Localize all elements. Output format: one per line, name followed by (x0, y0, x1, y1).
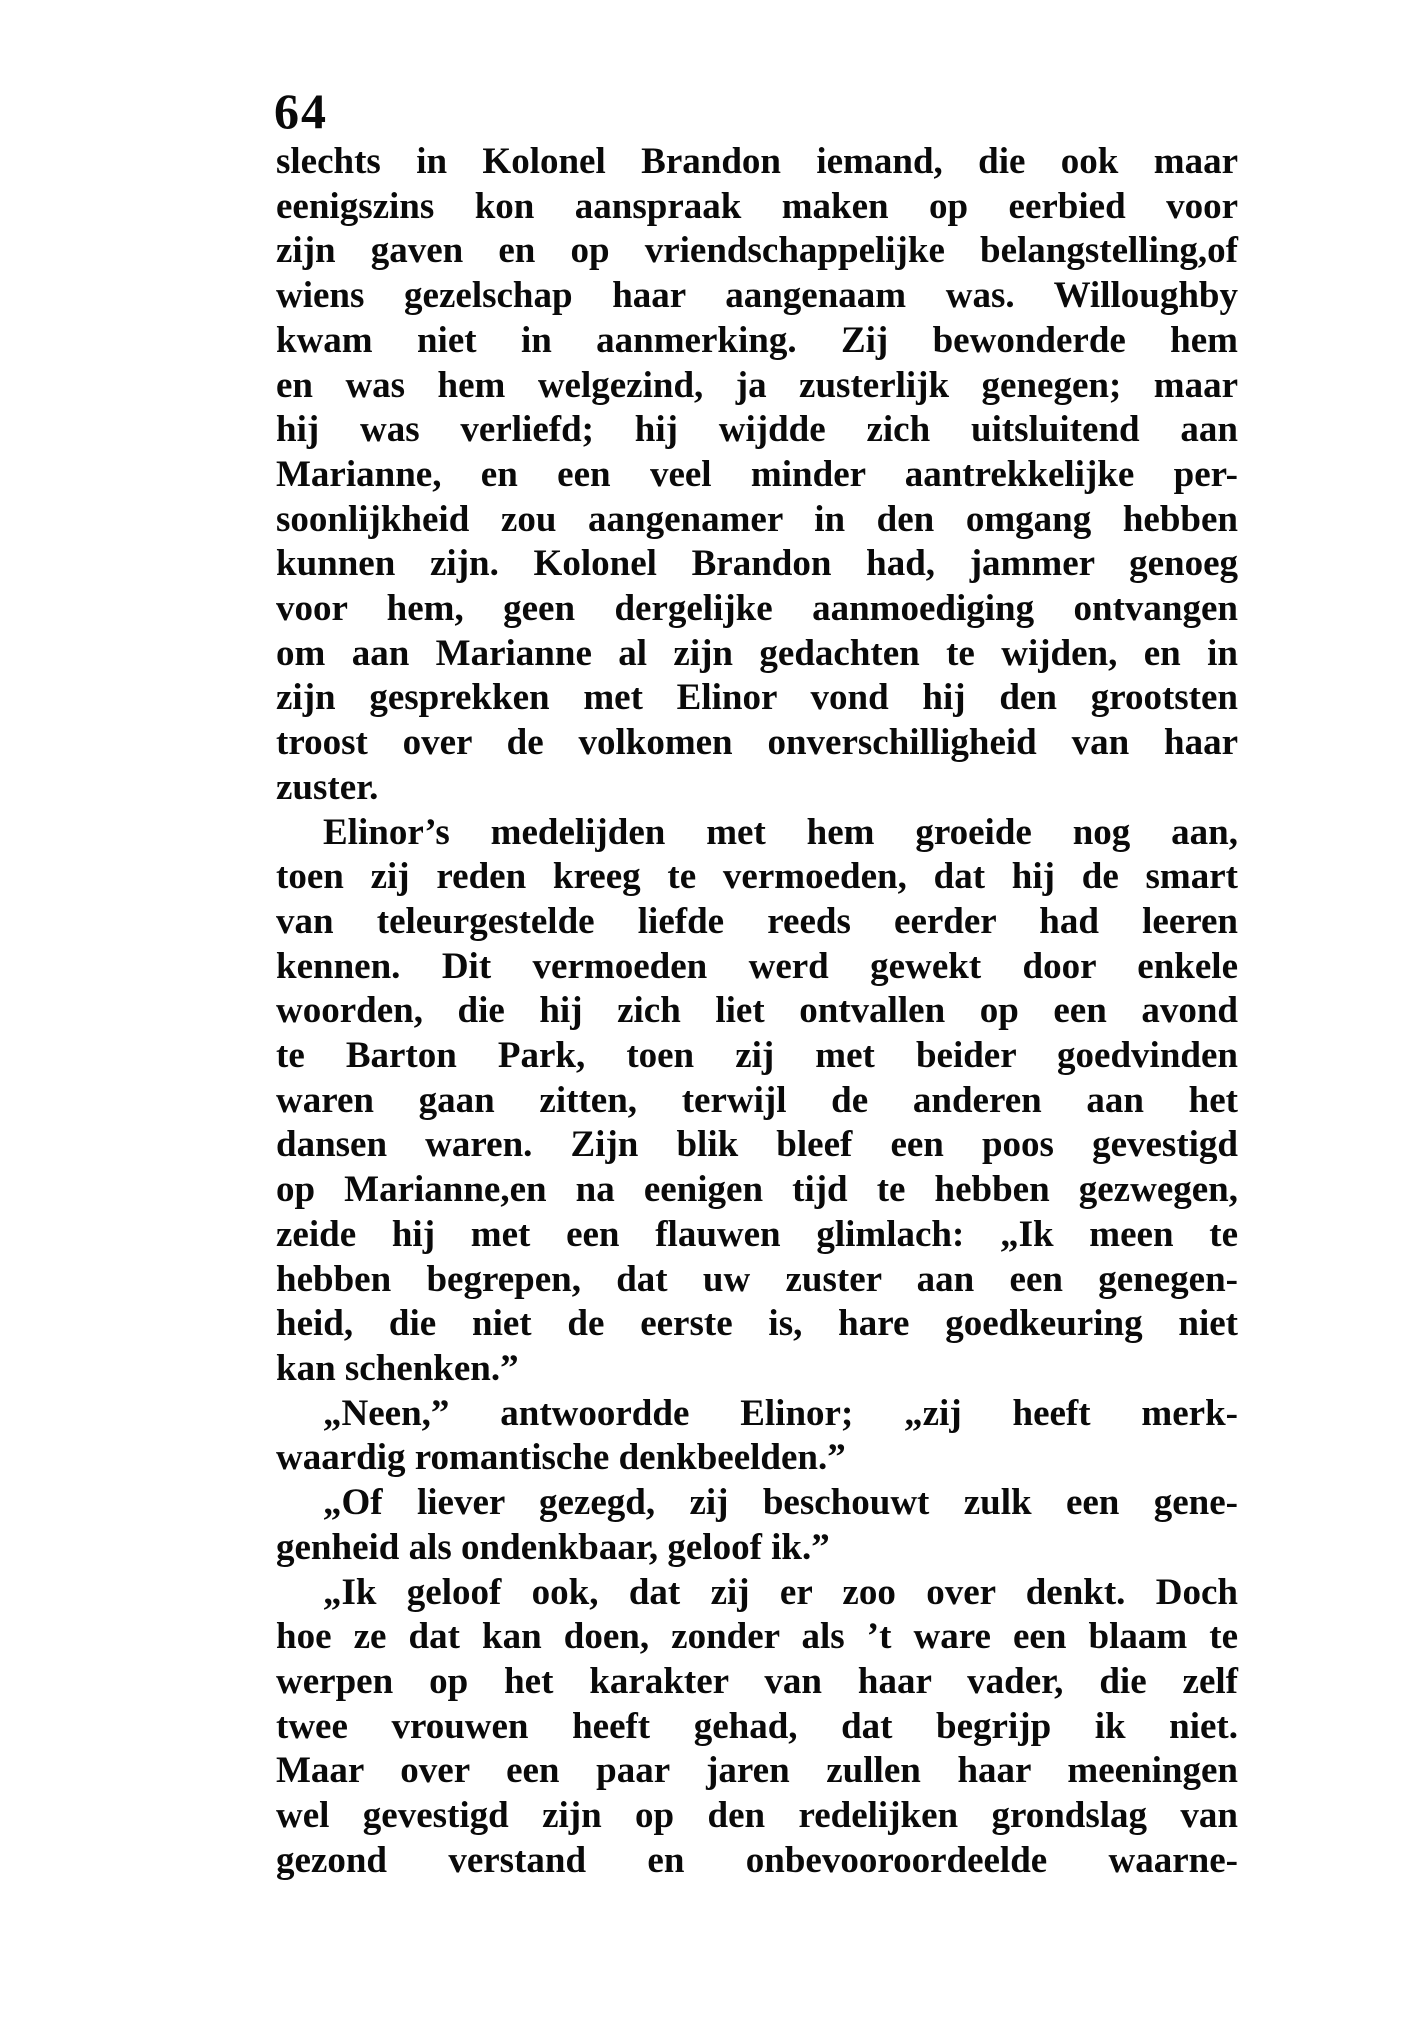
text-line: kennen. Dit vermoeden werd gewekt door enkele (276, 945, 1238, 987)
body-text (276, 140, 1238, 1883)
page-number: 64 (274, 83, 328, 139)
text-line: zeide hij met een flauwen glimlach: „Ik meen te (276, 1213, 1238, 1255)
text-line: troost over de volkomen onverschilligheid van haar (276, 722, 1238, 764)
text-line: hij was verliefd; hij wijdde zich uitsluitend aan (276, 409, 1238, 451)
text-line: kan schenken.” (276, 1347, 519, 1389)
text-line: soonlijkheid zou aangenamer in den omgang hebben (276, 498, 1238, 540)
text-line: „Neen,” antwoordde Elinor; „zij heeft merk- (323, 1392, 1238, 1434)
text-line: en was hem welgezind, ja zusterlijk genegen; maar (276, 364, 1238, 406)
text-line: wiens gezelschap haar aangenaam was. Willoughby (276, 275, 1238, 317)
text-line: Maar over een paar jaren zullen haar meeningen (276, 1750, 1238, 1792)
text-line: toen zij reden kreeg te vermoeden, dat hij de smart (276, 856, 1238, 898)
text-line: op Marianne,en na eenigen tijd te hebben gezwegen, (276, 1169, 1238, 1211)
text-line: Elinor’s medelijden met hem groeide nog aan, (323, 811, 1238, 853)
paragraph (276, 811, 1238, 1392)
text-line: zijn gesprekken met Elinor vond hij den grootsten (276, 677, 1238, 719)
text-line: dansen waren. Zijn blik bleef een poos gevestigd (276, 1124, 1238, 1166)
paragraph (276, 1571, 1238, 1884)
text-line: wel gevestigd zijn op den redelijken grondslag van (276, 1795, 1238, 1837)
text-line: woorden, die hij zich liet ontvallen op een avond (276, 990, 1238, 1032)
paragraph (276, 140, 1238, 811)
text-line: waren gaan zitten, terwijl de anderen aan het (276, 1079, 1238, 1121)
paragraph (276, 1392, 1238, 1481)
text-line: eenigszins kon aanspraak maken op eerbied voor (276, 185, 1238, 227)
text-line: hoe ze dat kan doen, zonder als ’t ware een blaam te (276, 1616, 1238, 1658)
text-line: om aan Marianne al zijn gedachten te wijden, en in (276, 632, 1238, 674)
text-line: zijn gaven en op vriendschappelijke belangstelling,of (276, 230, 1238, 272)
text-line: „Of liever gezegd, zij beschouwt zulk een gene- (323, 1482, 1238, 1524)
text-line: voor hem, geen dergelijke aanmoediging ontvangen (276, 588, 1238, 630)
text-line: zuster. (276, 766, 379, 808)
text-line: Marianne, en een veel minder aantrekkelijke per- (276, 453, 1238, 495)
text-line: „Ik geloof ook, dat zij er zoo over denkt. Doch (323, 1571, 1238, 1613)
text-line: heid, die niet de eerste is, hare goedkeuring niet (276, 1303, 1238, 1345)
text-line: werpen op het karakter van haar vader, die zelf (276, 1660, 1238, 1702)
paragraph (276, 1481, 1238, 1570)
text-line: twee vrouwen heeft gehad, dat begrijp ik niet. (276, 1705, 1238, 1747)
text-line: kwam niet in aanmerking. Zij bewonderde hem (276, 319, 1238, 361)
text-line: slechts in Kolonel Brandon iemand, die ook maar (276, 141, 1238, 182)
text-line: te Barton Park, toen zij met beider goedvinden (276, 1035, 1238, 1077)
text-line: kunnen zijn. Kolonel Brandon had, jammer genoeg (276, 543, 1238, 585)
text-line: van teleurgestelde liefde reeds eerder had leeren (276, 900, 1238, 942)
text-line: waardig romantische denkbeelden.” (276, 1437, 846, 1479)
text-line: hebben begrepen, dat uw zuster aan een genegen- (276, 1258, 1238, 1300)
text-line: gezond verstand en onbevooroordeelde waarne- (276, 1839, 1238, 1881)
text-line: genheid als ondenkbaar, geloof ik.” (276, 1526, 830, 1568)
